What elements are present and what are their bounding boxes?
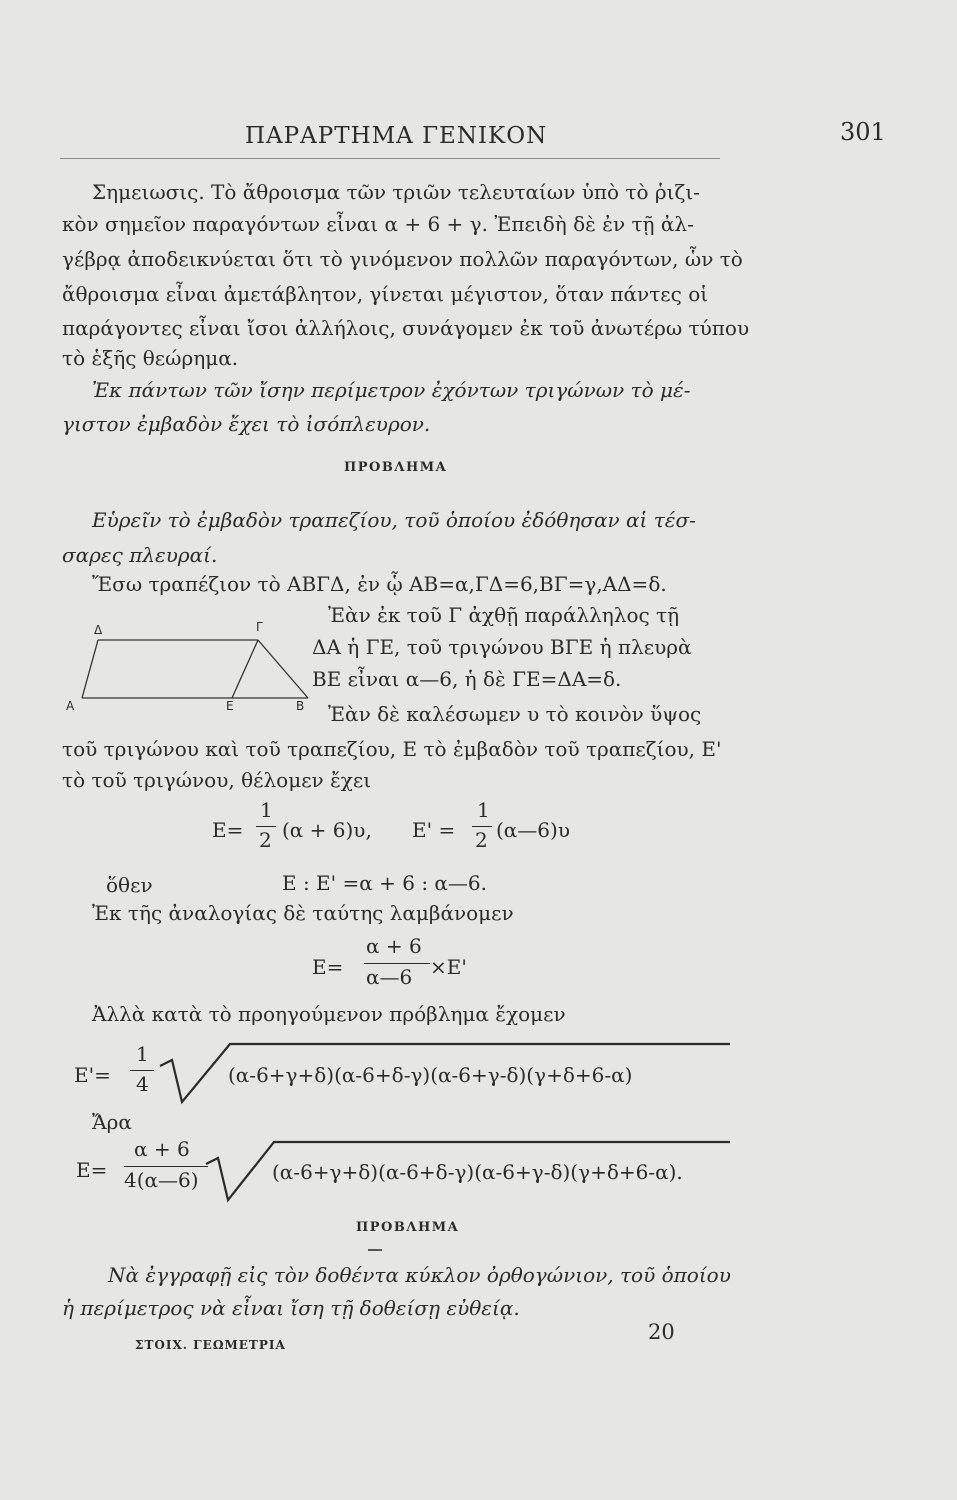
fraction-numerator: α + 6 xyxy=(134,1137,190,1161)
fraction-bar xyxy=(256,826,276,827)
trapezoid-figure xyxy=(70,620,330,716)
fraction-denominator: α—6 xyxy=(366,965,413,989)
hothen-word: ὅθεν xyxy=(106,873,153,897)
formula4-fraction xyxy=(124,1137,208,1197)
formula1-lhs2: Ε' = xyxy=(412,818,456,842)
fraction-bar xyxy=(472,826,492,827)
theorem-line: γιστον ἐμβαδὸν ἔχει τὸ ἰσόπλευρον. xyxy=(62,412,431,436)
note-line: παράγοντες εἶναι ἴσοι ἀλλήλοις, συνάγομεν ἐκ τοῦ ἀνωτέρω τύπου xyxy=(62,316,750,340)
figure-label-epsilon: Ε xyxy=(226,699,234,713)
formula2-lhs: Ε= xyxy=(312,955,344,979)
formula1-rhs2: (α—6)υ xyxy=(496,818,570,842)
formula2-rhs: ×Ε' xyxy=(430,955,467,979)
ratio-formula: Ε : Ε' =α + 6 : α—6. xyxy=(282,871,488,895)
fraction-numerator: 1 xyxy=(136,1042,149,1066)
fraction-denominator: 4 xyxy=(136,1072,149,1096)
formula4-lhs: Ε= xyxy=(76,1158,108,1182)
figure-label-alpha: Α xyxy=(66,699,75,713)
fraction-numerator: 1 xyxy=(477,798,490,822)
alla-line: Ἀλλὰ κατὰ τὸ προηγούμενον πρόβλημα ἔχομεν xyxy=(92,1002,566,1026)
fraction-numerator: 1 xyxy=(260,798,273,822)
problem-heading: ΠΡΟΒΛΗΜΑ xyxy=(344,460,448,475)
problem-statement-line: ἡ περίμετρος νὰ εἶναι ἴση τῇ δοθείσῃ εὐθείᾳ. xyxy=(62,1296,520,1320)
page-number: 301 xyxy=(840,118,886,146)
proof-line: Ἔσω τραπέζιον τὸ ΑΒΓΔ, ἐν ᾧ ΑΒ=α,ΓΔ=6,ΒΓ=γ,ΑΔ=δ. xyxy=(92,572,667,596)
note-line: γέβρᾳ ἀποδεικνύεται ὅτι τὸ γινόμενον πολλῶν παραγόντων, ὧν τὸ xyxy=(62,247,743,271)
formula2-fraction xyxy=(364,934,430,994)
proof-line: Ἐὰν δὲ καλέσωμεν υ τὸ κοινὸν ὕψος xyxy=(328,702,702,726)
footer-signature: ΣΤΟΙΧ. ΓΕΩΜΕΤΡΙΑ xyxy=(135,1338,286,1352)
fraction-numerator: α + 6 xyxy=(366,934,422,958)
fraction-bar xyxy=(124,1166,208,1167)
running-header-title: ΠΑΡΑΡΤΗΜΑ ΓΕΝΙΚΟΝ xyxy=(245,123,548,149)
footer-sheet-number: 20 xyxy=(648,1320,675,1344)
figure-label-delta: Δ xyxy=(94,623,103,637)
problem-statement-line: Νὰ ἐγγραφῇ εἰς τὸν δοθέντα κύκλον ὀρθογώνιον, τοῦ ὁποίου xyxy=(108,1263,731,1287)
formula3-lhs: Ε'= xyxy=(74,1063,111,1087)
proof-line: ΒΕ εἶναι α—6, ἡ δὲ ΓΕ=ΔΑ=δ. xyxy=(312,667,622,691)
proof-line: τὸ τοῦ τριγώνου, θέλομεν ἔχει xyxy=(62,768,372,792)
problem-heading: ΠΡΟΒΛΗΜΑ xyxy=(356,1220,460,1235)
formula1-fraction-b xyxy=(472,798,492,858)
problem-statement-line: σαρες πλευραί. xyxy=(62,543,218,567)
theorem-line: Ἐκ πάντων τῶν ἴσην περίμετρον ἐχόντων τριγώνων τὸ μέ- xyxy=(92,378,691,402)
formula4-radicand: (α-6+γ+δ)(α-6+δ-γ)(α-6+γ-δ)(γ+δ+6-α). xyxy=(272,1160,683,1184)
figure-label-beta: Β xyxy=(296,699,305,713)
note-line: τὸ ἑξῆς θεώρημα. xyxy=(62,346,239,370)
proof-line: ΔΑ ἡ ΓΕ, τοῦ τριγώνου ΒΓΕ ἡ πλευρὰ xyxy=(312,635,692,659)
formula3-radicand: (α-6+γ+δ)(α-6+δ-γ)(α-6+γ-δ)(γ+δ+6-α) xyxy=(228,1063,633,1087)
proof-line: τοῦ τριγώνου καὶ τοῦ τραπεζίου, Ε τὸ ἐμβαδὸν τοῦ τραπεζίου, Ε' xyxy=(62,737,722,761)
fraction-denominator: 4(α—6) xyxy=(124,1168,199,1192)
fraction-bar xyxy=(130,1070,154,1071)
fraction-denominator: 2 xyxy=(259,828,272,852)
formula1-lhs: Ε= xyxy=(212,818,244,842)
analogy-line: Ἐκ τῆς ἀναλογίας δὲ ταύτης λαμβάνομεν xyxy=(92,901,514,925)
problem-statement-line: Εὑρεῖν τὸ ἐμβαδὸν τραπεζίου, τοῦ ὁποίου ἐδόθησαν αἱ τέσ- xyxy=(92,508,696,532)
note-line: Σημειωσις. Τὸ ἄθροισμα τῶν τριῶν τελευταίων ὑπὸ τὸ ῥιζι- xyxy=(92,180,700,204)
fraction-denominator: 2 xyxy=(475,828,488,852)
formula1-fraction-a xyxy=(256,798,276,858)
proof-line: Ἐὰν ἐκ τοῦ Γ ἀχθῇ παράλληλος τῇ xyxy=(328,603,680,627)
ara-word: Ἄρα xyxy=(92,1110,132,1134)
figure-label-gamma: Γ xyxy=(256,620,263,634)
note-line: ἄθροισμα εἶναι ἀμετάβλητον, γίνεται μέγιστον, ὅταν πάντες οἱ xyxy=(62,282,709,306)
formula1-rhs: (α + 6)υ, xyxy=(282,818,372,842)
note-line: κὸν σημεῖον παραγόντων εἶναι α + 6 + γ. Ἐπειδὴ δὲ ἐν τῇ ἀλ- xyxy=(62,212,694,236)
fraction-bar xyxy=(364,963,430,964)
heading-dash xyxy=(368,1249,382,1251)
formula3-fraction xyxy=(130,1042,154,1102)
header-rule xyxy=(60,158,720,159)
